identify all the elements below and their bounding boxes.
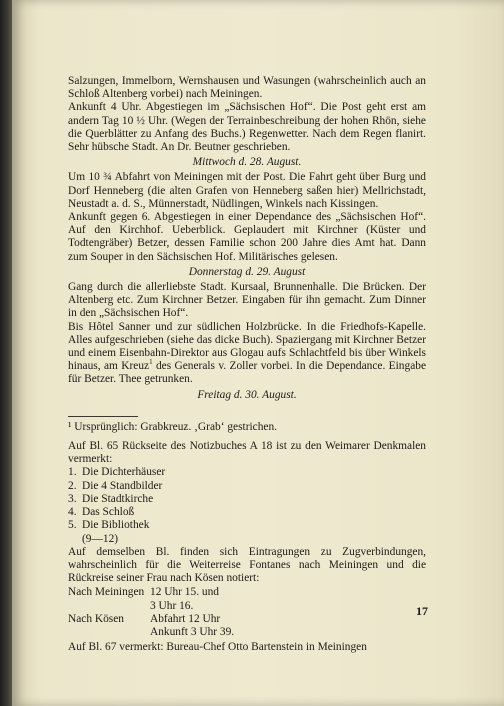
page-body — [68, 75, 426, 654]
footnote-marker: 1 — [149, 358, 153, 367]
date-heading: Donnerstag d. 29. August — [188, 265, 306, 278]
list-item — [68, 493, 426, 506]
appendix-paragraph: Auf demselben Bl. finden sich Eintragungen zu Zugverbindungen, wahrscheinlich für die Weiterreise Fontanes nach Meiningen und die Rückreise seiner Frau nach Kösen notiert: — [68, 545, 426, 585]
schedule-place: Nach Meiningen — [68, 586, 145, 599]
paragraph: Salzungen, Immelborn, Wernshausen und Wasungen (wahrscheinlich auch an Schloß Altenberg vorbei) nach Meiningen. — [68, 75, 426, 101]
list-text: Die Stadtkirche — [82, 492, 154, 505]
list-number: 5. — [68, 519, 77, 532]
paragraph: Ankunft gegen 6. Abgestiegen in einer Dependance des „Sächsischen Hof“. Auf den Kirchhof. Ueberblick. Geplaudert mit Kirchner (Küster und Todtengräber) Betzer, dessen Familie schon 200 Jahre dies Amt hat. Dann zum Souper in den Sächsischen Hof. Militärisches gelesen. — [68, 211, 426, 263]
date-heading: Freitag d. 30. August. — [197, 388, 297, 401]
list-number: 4. — [68, 506, 77, 519]
book-page — [12, 0, 504, 706]
list-text: Das Schloß — [82, 506, 135, 519]
paragraph: Ankunft 4 Uhr. Abgestiegen im „Sächsischen Hof“. Die Post geht erst am andern Tag 10 ½ Uhr. (Wegen der Terrainbeschreibung der hohen Rhön, siehe die Querblätter zu Anfang des Buchs.) Regenwetter. Nach dem Regen flanirt. Sehr hübsche Stadt. An Dr. Beutner geschrieben. — [68, 101, 426, 154]
book-gutter — [0, 0, 12, 706]
schedule-time: 12 Uhr 15. und — [150, 586, 219, 599]
list-item — [68, 519, 426, 532]
list-item — [68, 480, 426, 493]
appendix-paragraph: Auf Bl. 67 vermerkt: Bureau-Chef Otto Bartenstein in Meiningen — [68, 641, 367, 654]
footnote-divider — [68, 416, 138, 417]
paragraph: Um 10 ¾ Abfahrt von Meiningen mit der Post. Die Fahrt geht über Burg und Dorf Henneberg (die alten Grafen von Henneberg saßen hier) Mellrichstadt, Neustadt a. d. S., Münnerstadt, Nüdlingen, Winkels nach Kissingen. — [68, 171, 426, 210]
paragraph — [68, 321, 426, 387]
appendix-paragraph: Auf Bl. 65 Rückseite des Notizbuches A 18 ist zu den Weimarer Denkmalen vermerkt: — [68, 440, 426, 466]
train-schedule — [68, 586, 426, 639]
list-range: (9—12) — [82, 532, 119, 545]
schedule-time: Ankunft 3 Uhr 39. — [150, 625, 235, 638]
list-number: 3. — [68, 492, 77, 505]
schedule-time: Abfahrt 12 Uhr — [150, 612, 221, 625]
schedule-time: 3 Uhr 16. — [150, 599, 194, 612]
list-number: 2. — [68, 479, 77, 492]
list-text: Die Bibliothek — [82, 519, 150, 532]
date-heading: Mittwoch d. 28. August. — [192, 156, 302, 169]
footnote: ¹ Ursprünglich: Grabkreuz. ‚Grab‘ gestrichen. — [68, 420, 278, 433]
appendix-notes — [68, 440, 426, 654]
paragraph-text: des Generals v. Zoller vorbei. In die Dependance. Eingabe für Betzer. Thee getrunken. — [68, 360, 427, 386]
list-text: Die 4 Standbilder — [82, 479, 163, 492]
schedule-place: Nach Kösen — [68, 612, 124, 625]
list-item — [68, 506, 426, 519]
list-item — [68, 466, 426, 479]
paragraph-text: Bis Hôtel Sanner und zur südlichen Holzbrücke. In die Friedhofs-Kapelle. Alles aufgeschrieben (siehe das dicke Buch). Spaziergang mit Kirchner Betzer und einem Eisenbahn-Direktor aus Glogau aufs Schlachtfeld bis über Winkels hinaus, am Kreuz — [68, 320, 426, 373]
list-number: 1. — [68, 466, 77, 479]
page-number: 17 — [416, 604, 428, 618]
paragraph: Gang durch die allerliebste Stadt. Kursaal, Brunnenhalle. Die Brücken. Der Altenberg etc. Zum Kirchner Betzer. Eingaben für ihn gemacht. Zum Dinner in den „Sächsischen Hof“. — [68, 281, 426, 320]
list-item — [68, 533, 426, 546]
monument-list — [68, 466, 426, 545]
list-text: Die Dichterhäuser — [82, 466, 166, 479]
